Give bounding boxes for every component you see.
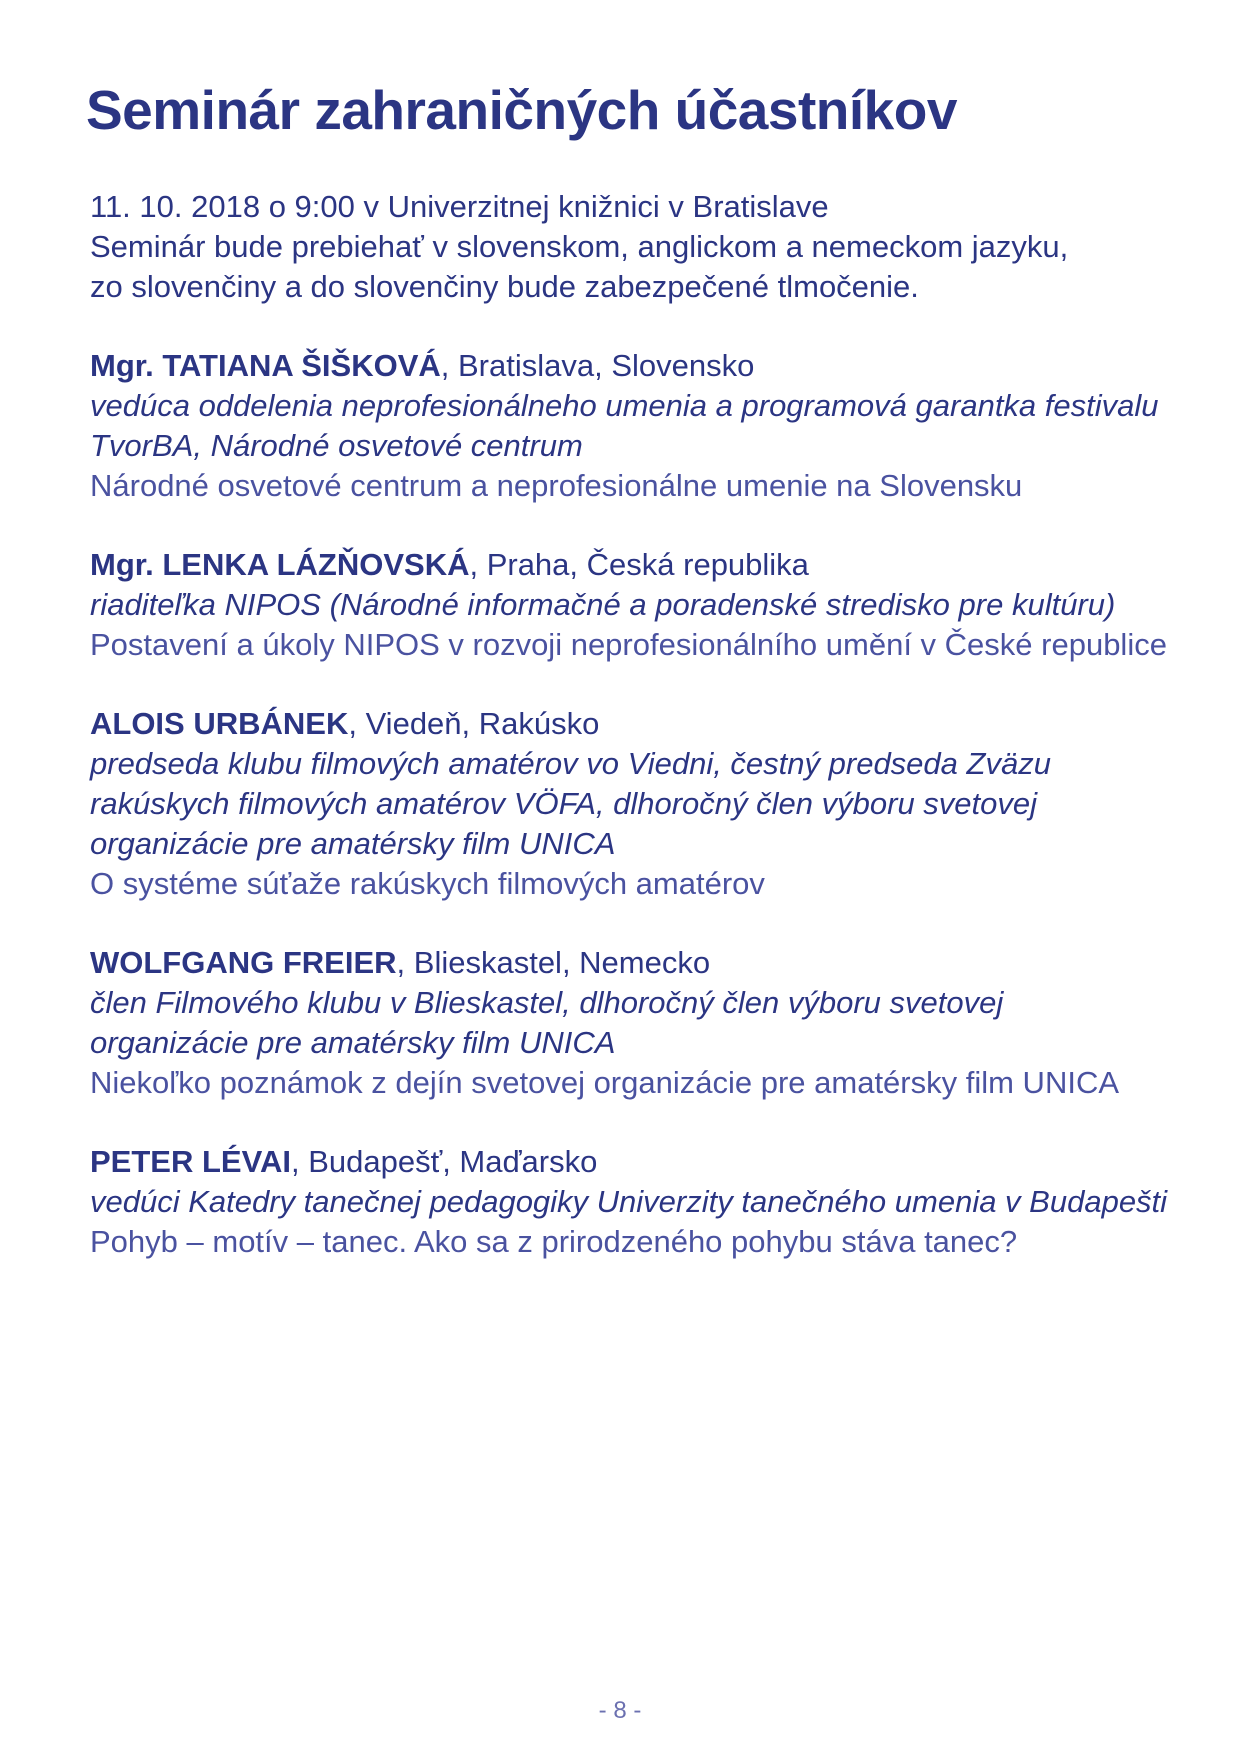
speaker-role: člen Filmového klubu v Blieskastel, dlhoročný člen výboru svetovej organizácie pre amatérsky film UNICA — [90, 985, 1004, 1060]
page-number: - 8 - — [598, 1697, 642, 1724]
speaker-name: ALOIS URBÁNEK — [90, 706, 349, 741]
speaker-name-line — [90, 1142, 1170, 1182]
intro-interpretation-line: zo slovenčiny a do slovenčiny bude zabezpečené tlmočenie. — [90, 269, 919, 304]
speaker-entry — [90, 346, 1170, 506]
speaker-role: vedúci Katedry tanečnej pedagogiky Univerzity tanečného umenia v Budapešti — [90, 1184, 1168, 1219]
speaker-role: riaditeľka NIPOS (Národné informačné a poradenské stredisko pre kultúru) — [90, 587, 1116, 622]
speaker-entry — [90, 704, 1170, 904]
speaker-list — [90, 346, 1170, 1301]
speaker-role: predseda klubu filmových amatérov vo Viedni, čestný predseda Zväzu rakúskych filmových amatérov VÖFA, dlhoročný člen výboru svetovej organizácie pre amatérsky film UNICA — [90, 746, 1051, 861]
speaker-topic: Národné osvetové centrum a neprofesionálne umenie na Slovensku — [90, 468, 1023, 503]
speaker-entry — [90, 545, 1170, 665]
speaker-location: , Praha, Česká republika — [469, 547, 809, 582]
speaker-name: Mgr. TATIANA ŠIŠKOVÁ — [90, 348, 441, 383]
speaker-entry — [90, 1142, 1170, 1262]
speaker-entry — [90, 943, 1170, 1103]
speaker-name-line — [90, 943, 1170, 983]
speaker-name: WOLFGANG FREIER — [90, 945, 397, 980]
speaker-topic: Postavení a úkoly NIPOS v rozvoji neprofesionálního umění v České republice — [90, 627, 1167, 662]
intro-language-line: Seminár bude prebiehať v slovenskom, anglickom a nemeckom jazyku, — [90, 229, 1069, 264]
intro-block — [90, 187, 1170, 307]
speaker-topic: Pohyb – motív – tanec. Ako sa z prirodzeného pohybu stáva tanec? — [90, 1224, 1018, 1259]
page-title: Seminár zahraničných účastníkov — [86, 79, 957, 141]
speaker-name-line — [90, 346, 1170, 386]
speaker-name-line — [90, 545, 1170, 585]
speaker-role: vedúca oddelenia neprofesionálneho umenia a programová garantka festivalu TvorBA, Národné osvetové centrum — [90, 388, 1159, 463]
speaker-name: PETER LÉVAI — [90, 1144, 291, 1179]
speaker-name-line — [90, 704, 1170, 744]
speaker-topic: O systéme súťaže rakúskych filmových amatérov — [90, 866, 765, 901]
speaker-topic: Niekoľko poznámok z dejín svetovej organizácie pre amatérsky film UNICA — [90, 1065, 1120, 1100]
speaker-name: Mgr. LENKA LÁZŇOVSKÁ — [90, 547, 470, 582]
speaker-location: , Budapešť, Maďarsko — [290, 1144, 598, 1179]
speaker-location: , Blieskastel, Nemecko — [396, 945, 711, 980]
speaker-location: , Bratislava, Slovensko — [440, 348, 755, 383]
intro-date-line: 11. 10. 2018 o 9:00 v Univerzitnej knižnici v Bratislave — [90, 189, 829, 224]
speaker-location: , Viedeň, Rakúsko — [348, 706, 600, 741]
